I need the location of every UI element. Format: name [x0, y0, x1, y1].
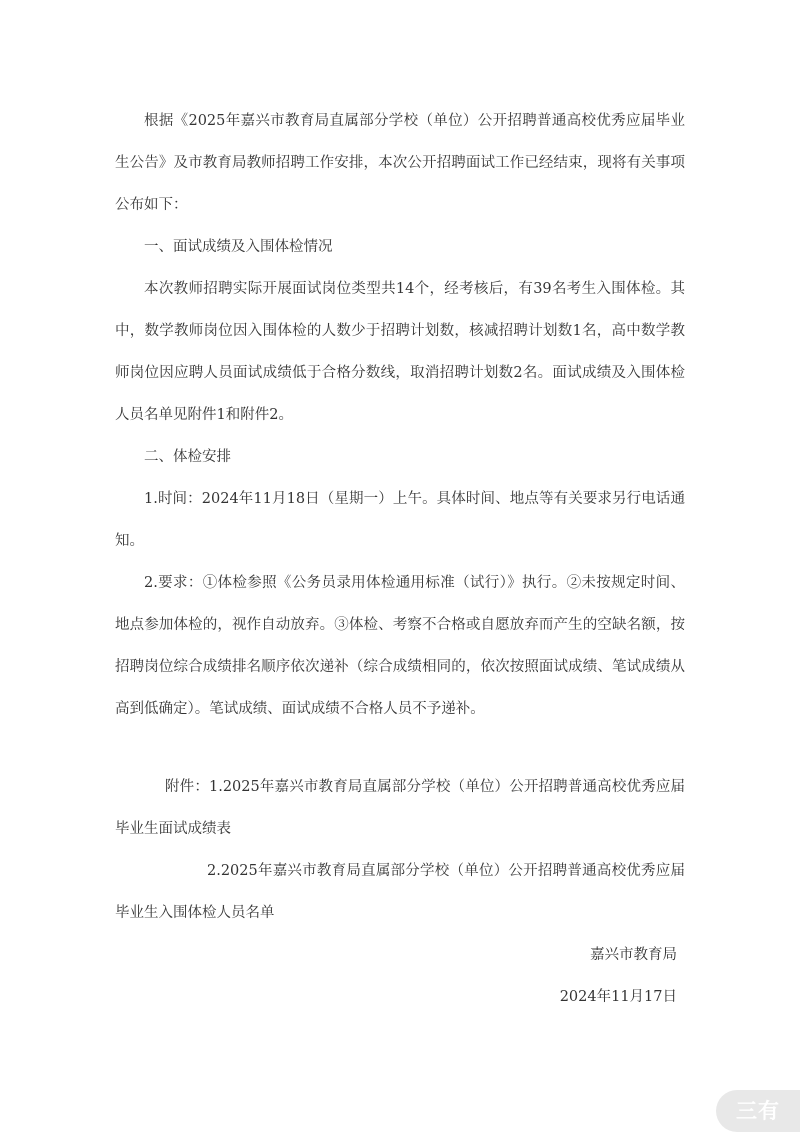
spacer [115, 730, 685, 766]
section-1-paragraph: 本次教师招聘实际开展面试岗位类型共14个，经考核后，有39名考生入围体检。其中，数学教师岗位因入围体检的人数少于招聘计划数，核减招聘计划数1名，高中数学教师岗位因应聘人员面试成绩低于合格分数线，取消招聘计划数2名。面试成绩及入围体检人员名单见附件1和附件2。 [115, 281, 685, 423]
intro-paragraph: 根据《2025年嘉兴市教育局直属部分学校（单位）公开招聘普通高校优秀应届毕业生公告》及市教育局教师招聘工作安排，本次公开招聘面试工作已经结束，现将有关事项公布如下： [115, 113, 685, 213]
attachment-1: 附件：1.2025年嘉兴市教育局直属部分学校（单位）公开招聘普通高校优秀应届毕业生面试成绩表 [115, 779, 685, 837]
issuer-signature: 嘉兴市教育局 [590, 947, 677, 963]
attachment-2: 2.2025年嘉兴市教育局直属部分学校（单位）公开招聘普通高校优秀应届毕业生入围体检人员名单 [115, 863, 685, 921]
section-1-heading: 一、面试成绩及入围体检情况 [144, 239, 333, 255]
watermark-badge: 三有 [716, 1090, 800, 1132]
schedule-time-item: 1.时间：2024年11月18日（星期一）上午。具体时间、地点等有关要求另行电话通知。 [115, 491, 685, 549]
requirements-item: 2.要求：①体检参照《公务员录用体检通用标准（试行）》执行。②未按规定时间、地点参加体检的，视作自动放弃。③体检、考察不合格或自愿放弃而产生的空缺名额，按招聘岗位综合成绩排名顺序依次递补（综合成绩相同的，依次按照面试成绩、笔试成绩从高到低确定）。笔试成绩、面试成绩不合格人员不予递补。 [115, 575, 685, 717]
issue-date: 2024年11月17日 [559, 989, 677, 1005]
document-body [115, 100, 685, 1018]
section-2-heading: 二、体检安排 [144, 449, 231, 465]
